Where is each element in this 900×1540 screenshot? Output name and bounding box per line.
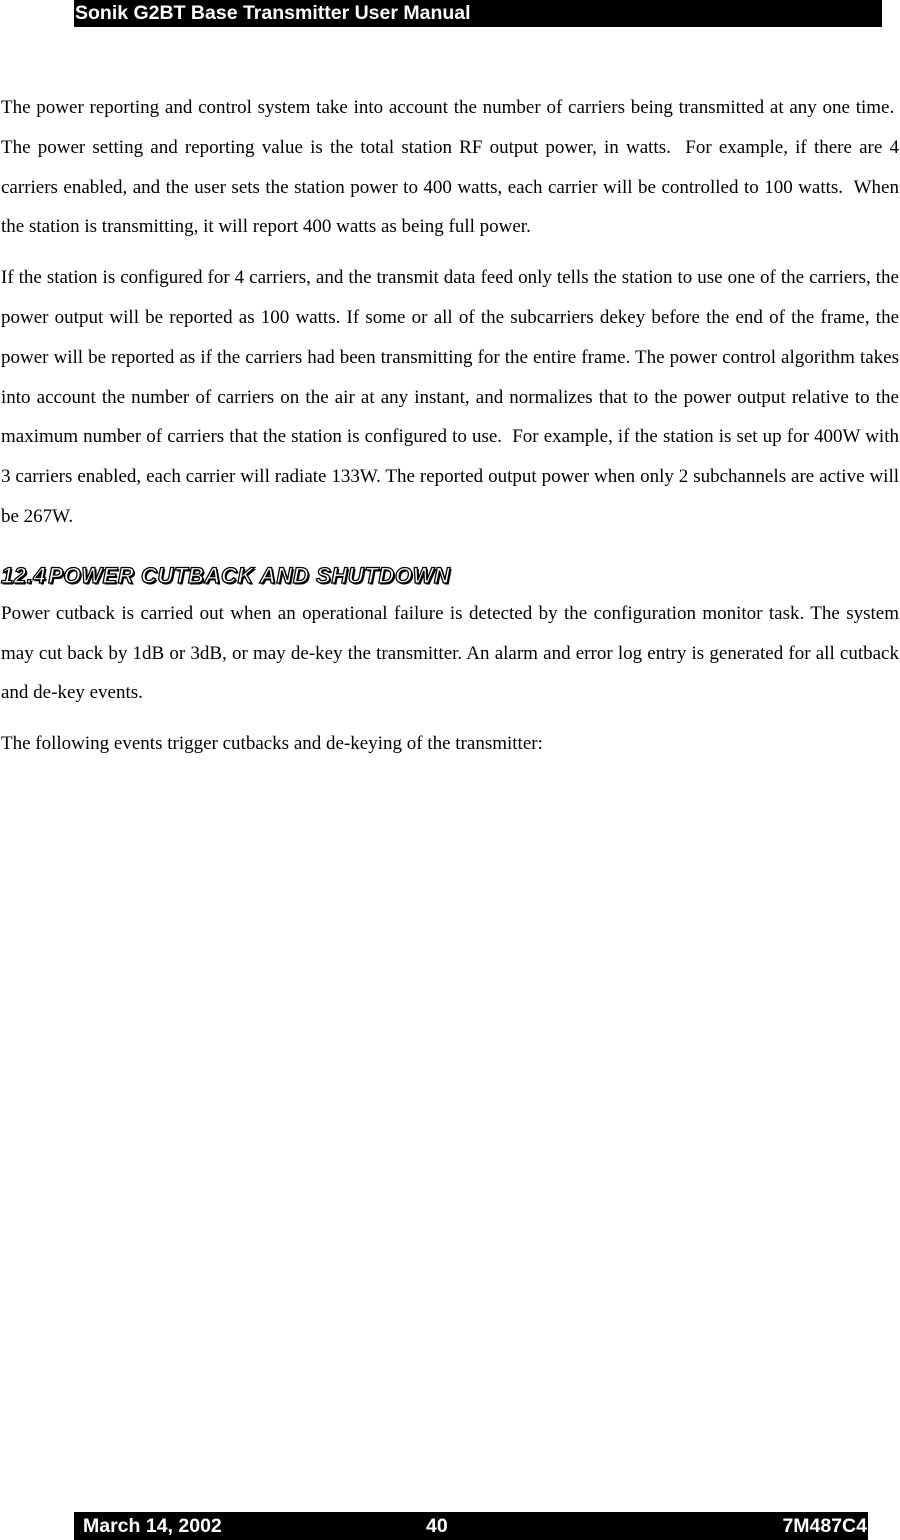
section-title: POWER CUTBACK AND SHUTDOWN bbox=[48, 562, 451, 588]
paragraph-power-cutback: Power cutback is carried out when an operational failure is detected by the configuration monitor task. The system may cut back by 1dB or 3dB, or may de-key the transmitter. An alarm and error log entry is generated for all cutback and de-key events. bbox=[1, 602, 899, 704]
paragraph-trigger-events: The following events trigger cutbacks and de-keying of the transmitter: bbox=[1, 733, 543, 755]
page-body bbox=[1, 88, 899, 764]
section-number: 12.4 bbox=[1, 562, 47, 588]
page-number: 40 bbox=[426, 1515, 448, 1537]
document-id: 7M487C4 bbox=[782, 1515, 867, 1537]
section-heading bbox=[1, 560, 899, 592]
running-footer bbox=[74, 1512, 868, 1540]
running-header bbox=[74, 0, 882, 27]
footer-date: March 14, 2002 bbox=[83, 1515, 222, 1537]
paragraph-carrier-configuration: If the station is configured for 4 carriers, and the transmit data feed only tells the station to use one of the carriers, the power output will be reported as 100 watts. If some or all of the subcarriers dekey before the end of the frame, the power will be reported as if the carriers had been transmitting for the entire frame. The power control algorithm takes into account the number of carriers on the air at any instant, and normalizes that to the power output relative to the maximum number of carriers that the station is configured to use. For example, if the station is set up for 400W with 3 carriers enabled, each carrier will radiate 133W. The reported output power when only 2 subchannels are active will be 267W. bbox=[1, 267, 899, 527]
paragraph-power-reporting: The power reporting and control system take into account the number of carriers being transmitted at any one time. The power setting and reporting value is the total station RF output power, in watts. For example, if there are 4 carriers enabled, and the user sets the station power to 400 watts, each carrier will be controlled to 100 watts. When the station is transmitting, it will report 400 watts as being full power. bbox=[1, 97, 899, 238]
manual-title: Sonik G2BT Base Transmitter User Manual bbox=[75, 2, 471, 24]
